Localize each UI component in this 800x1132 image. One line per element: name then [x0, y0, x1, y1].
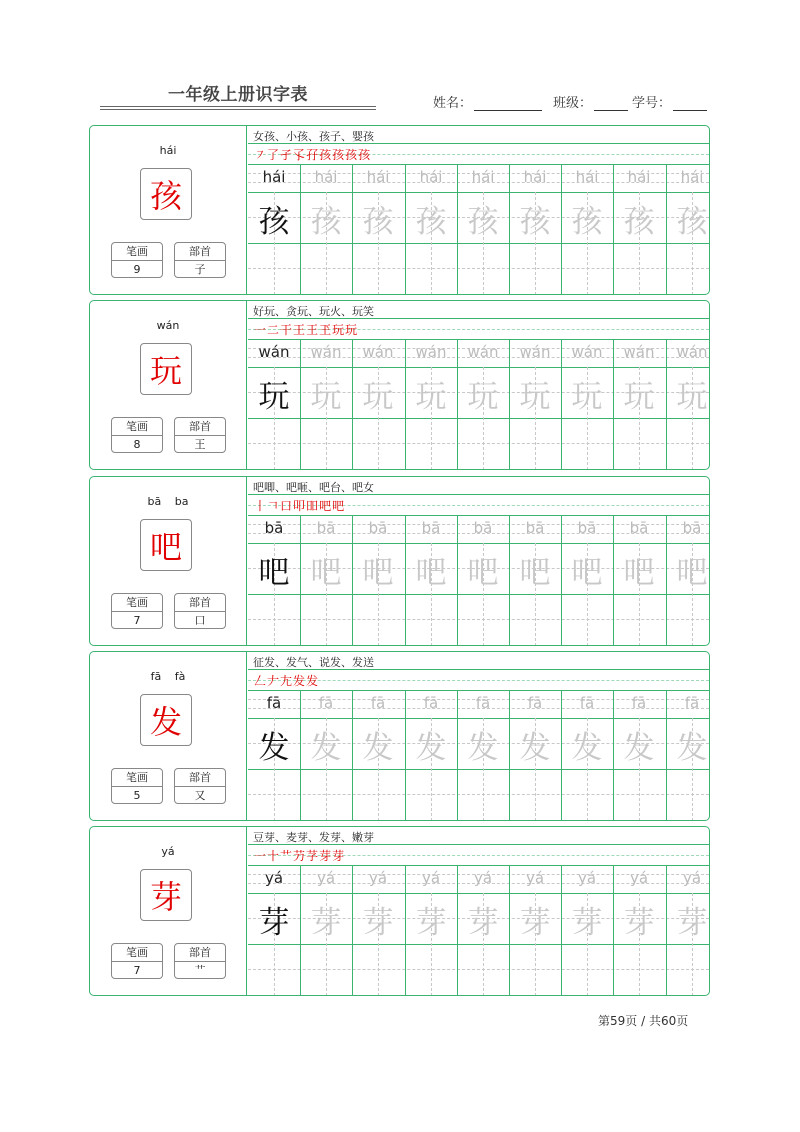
pinyin-trace: fā — [684, 694, 700, 712]
example-words: 女孩、小孩、孩子、婴孩 — [253, 130, 374, 143]
char-card — [89, 826, 710, 996]
stroke-step: 孩 — [345, 148, 359, 162]
character-trace: 玩 — [676, 379, 708, 415]
pinyin-model: yá — [264, 869, 284, 887]
grid-line — [248, 164, 709, 165]
main-character: 玩 — [140, 343, 192, 395]
stroke-step: 二 — [267, 323, 281, 337]
stroke-step: 玊 — [319, 323, 333, 337]
stroke-step: 孩 — [319, 148, 333, 162]
pinyin-trace: bā — [577, 519, 597, 537]
stroke-step: 丨 — [254, 499, 268, 513]
character-model: 玩 — [258, 379, 290, 415]
stroke-step: 一 — [254, 323, 268, 337]
character-trace: 吧 — [467, 555, 499, 591]
character-trace: 吧 — [571, 555, 603, 591]
pinyin-label: bā ba — [147, 495, 189, 508]
stroke-step: 𡯁 — [280, 674, 294, 688]
character-trace: 玩 — [623, 379, 655, 415]
character-trace: 吧 — [676, 555, 708, 591]
pinyin-model: hái — [262, 168, 286, 186]
character-trace: 发 — [519, 730, 551, 766]
character-trace: 芽 — [415, 905, 447, 941]
pinyin-trace: fā — [370, 694, 386, 712]
pinyin-label: yá — [161, 845, 175, 858]
pinyin-trace: wán — [571, 343, 603, 361]
pinyin-trace: yá — [629, 869, 649, 887]
class-field[interactable] — [553, 92, 628, 111]
pinyin-model: bā — [264, 519, 284, 537]
character-trace: 发 — [571, 730, 603, 766]
pinyin-trace: fā — [631, 694, 647, 712]
grid-line — [248, 865, 709, 866]
radical-box — [174, 593, 226, 629]
pinyin-trace: wán — [362, 343, 394, 361]
page-title: 一年级上册识字表 — [168, 85, 308, 105]
card-info-panel — [90, 126, 247, 294]
practice-grid — [248, 827, 709, 995]
main-character: 发 — [140, 694, 192, 746]
character-trace: 孩 — [571, 204, 603, 240]
character-trace: 发 — [676, 730, 708, 766]
pinyin-trace: yá — [316, 869, 336, 887]
char-card — [89, 300, 710, 470]
grid-line — [248, 690, 709, 691]
main-character: 芽 — [140, 869, 192, 921]
stroke-order — [254, 847, 345, 864]
stroke-order — [254, 146, 371, 163]
stroke-step: 孑 — [280, 148, 294, 162]
character-trace: 玩 — [519, 379, 551, 415]
pinyin-label: wán — [156, 319, 180, 332]
pinyin-trace: bā — [629, 519, 649, 537]
example-words: 征发、发气、说发、发送 — [253, 656, 374, 669]
class-label: 班级： — [553, 96, 593, 111]
character-trace: 孩 — [467, 204, 499, 240]
stroke-step: 芀 — [293, 849, 307, 863]
pinyin-trace: fā — [423, 694, 439, 712]
character-trace: 孩 — [310, 204, 342, 240]
radical-label: 部首 — [175, 418, 225, 436]
character-trace: 发 — [415, 730, 447, 766]
name-field[interactable] — [433, 92, 542, 111]
grid-line — [248, 339, 709, 340]
pinyin-trace: yá — [473, 869, 493, 887]
character-trace: 孩 — [519, 204, 551, 240]
practice-grid — [248, 477, 709, 645]
number-line[interactable] — [673, 98, 707, 111]
stroke-count-label: 笔画 — [112, 769, 162, 787]
stroke-step: ㇇ — [254, 148, 268, 162]
character-trace: 玩 — [571, 379, 603, 415]
radical-box — [174, 417, 226, 453]
stroke-step: 孩 — [358, 148, 372, 162]
stroke-count-value: 7 — [133, 964, 141, 977]
radical-value: 口 — [194, 614, 206, 627]
class-line[interactable] — [594, 98, 628, 111]
name-label: 姓名： — [433, 96, 473, 111]
page-number: 第59页 / 共60页 — [598, 1014, 689, 1028]
example-words: 吧唧、吧咂、吧台、吧女 — [253, 481, 374, 494]
pinyin-trace: fā — [527, 694, 543, 712]
practice-grid — [248, 126, 709, 294]
example-words: 好玩、贪玩、玩火、玩笑 — [253, 305, 374, 318]
character-model: 发 — [258, 730, 290, 766]
number-field[interactable] — [632, 92, 707, 111]
character-model: 吧 — [258, 555, 290, 591]
character-trace: 芽 — [310, 905, 342, 941]
stroke-step: 口 — [280, 499, 294, 513]
stroke-step: 芽 — [332, 849, 346, 863]
character-model: 芽 — [258, 905, 290, 941]
pinyin-trace: yá — [421, 869, 441, 887]
grid-line — [248, 669, 709, 670]
pinyin-label: fā fà — [150, 670, 186, 683]
pinyin-trace: hái — [627, 168, 651, 186]
stroke-step: 孩 — [332, 148, 346, 162]
stroke-step: 玩 — [345, 323, 359, 337]
stroke-count-box — [111, 242, 163, 278]
example-words: 豆芽、麦芽、发芽、嫩芽 — [253, 831, 374, 844]
character-trace: 芽 — [676, 905, 708, 941]
pinyin-trace: hái — [366, 168, 390, 186]
title-rule-top — [100, 106, 376, 107]
stroke-count-box — [111, 768, 163, 804]
pinyin-trace: wán — [415, 343, 447, 361]
character-trace: 玩 — [310, 379, 342, 415]
stroke-step: 𠃋 — [254, 674, 268, 688]
pinyin-trace: yá — [577, 869, 597, 887]
pinyin-trace: yá — [525, 869, 545, 887]
character-trace: 玩 — [467, 379, 499, 415]
radical-box — [174, 242, 226, 278]
radical-value: 子 — [194, 263, 206, 276]
pinyin-trace: wán — [623, 343, 655, 361]
stroke-step: 吧 — [332, 499, 346, 513]
radical-label: 部首 — [175, 944, 225, 962]
character-trace: 发 — [467, 730, 499, 766]
character-trace: 芽 — [623, 905, 655, 941]
stroke-count-value: 7 — [133, 614, 141, 627]
character-trace: 发 — [623, 730, 655, 766]
pinyin-trace: hái — [680, 168, 704, 186]
radical-label: 部首 — [175, 769, 225, 787]
stroke-step: 玩 — [332, 323, 346, 337]
radical-value: 王 — [194, 438, 206, 451]
pinyin-label: hái — [159, 144, 177, 157]
pinyin-trace: hái — [523, 168, 547, 186]
number-label: 学号： — [632, 96, 672, 111]
grid-line — [248, 515, 709, 516]
character-trace: 发 — [362, 730, 394, 766]
stroke-count-label: 笔画 — [112, 418, 162, 436]
character-trace: 玩 — [415, 379, 447, 415]
character-trace: 芽 — [571, 905, 603, 941]
pinyin-trace: fā — [475, 694, 491, 712]
stroke-count-value: 9 — [133, 263, 141, 276]
radical-box — [174, 943, 226, 979]
character-trace: 芽 — [519, 905, 551, 941]
pinyin-trace: fā — [318, 694, 334, 712]
pinyin-trace: hái — [419, 168, 443, 186]
radical-box — [174, 768, 226, 804]
char-card — [89, 651, 710, 821]
practice-grid — [248, 301, 709, 469]
pinyin-trace: wán — [519, 343, 551, 361]
stroke-count-box — [111, 593, 163, 629]
stroke-step: 发 — [293, 674, 307, 688]
grid-line — [248, 494, 709, 495]
card-info-panel — [90, 827, 247, 995]
main-character: 吧 — [140, 519, 192, 571]
char-card — [89, 125, 710, 295]
character-trace: 吧 — [415, 555, 447, 591]
character-trace: 吧 — [362, 555, 394, 591]
character-trace: 芽 — [362, 905, 394, 941]
pinyin-trace: wán — [676, 343, 708, 361]
radical-value: 艹 — [194, 964, 206, 977]
stroke-step: 孓 — [293, 148, 307, 162]
pinyin-trace: hái — [314, 168, 338, 186]
stroke-step: 了 — [267, 148, 281, 162]
stroke-step: 吧 — [319, 499, 333, 513]
character-trace: 吧 — [519, 555, 551, 591]
pinyin-trace: bā — [682, 519, 702, 537]
pinyin-trace: bā — [316, 519, 336, 537]
char-card — [89, 476, 710, 646]
title-rule-bottom — [100, 109, 376, 110]
character-trace: 玩 — [362, 379, 394, 415]
pinyin-trace: bā — [368, 519, 388, 537]
practice-grid — [248, 652, 709, 820]
character-trace: 吧 — [310, 555, 342, 591]
card-info-panel — [90, 652, 247, 820]
stroke-order — [254, 321, 358, 338]
stroke-step: 一 — [254, 849, 268, 863]
stroke-step: 芓 — [306, 849, 320, 863]
character-model: 孩 — [258, 204, 290, 240]
pinyin-trace: bā — [421, 519, 441, 537]
stroke-step: 十 — [267, 849, 281, 863]
stroke-order — [254, 497, 345, 514]
pinyin-trace: bā — [525, 519, 545, 537]
character-trace: 孩 — [623, 204, 655, 240]
grid-line — [248, 844, 709, 845]
character-trace: 吧 — [623, 555, 655, 591]
grid-line — [248, 318, 709, 319]
stroke-count-box — [111, 943, 163, 979]
stroke-count-label: 笔画 — [112, 594, 162, 612]
stroke-step: 艹 — [280, 849, 294, 863]
card-info-panel — [90, 477, 247, 645]
stroke-order — [254, 672, 319, 689]
stroke-count-value: 8 — [133, 438, 141, 451]
pinyin-trace: wán — [310, 343, 342, 361]
name-line[interactable] — [474, 98, 542, 111]
grid-line — [248, 143, 709, 144]
stroke-step: 孖 — [306, 148, 320, 162]
stroke-step: 吅 — [306, 499, 320, 513]
stroke-step: 芽 — [319, 849, 333, 863]
stroke-count-label: 笔画 — [112, 243, 162, 261]
radical-value: 又 — [194, 789, 206, 802]
pinyin-trace: hái — [575, 168, 599, 186]
stroke-count-value: 5 — [133, 789, 141, 802]
stroke-step: 𠃍 — [267, 499, 281, 513]
stroke-step: 干 — [280, 323, 294, 337]
stroke-step: 𠂇 — [267, 674, 281, 688]
pinyin-model: wán — [258, 343, 290, 361]
character-trace: 孩 — [415, 204, 447, 240]
stroke-step: 发 — [306, 674, 320, 688]
stroke-step: 王 — [293, 323, 307, 337]
character-trace: 孩 — [362, 204, 394, 240]
pinyin-trace: yá — [368, 869, 388, 887]
pinyin-model: fā — [266, 694, 282, 712]
pinyin-trace: hái — [471, 168, 495, 186]
radical-label: 部首 — [175, 243, 225, 261]
pinyin-trace: wán — [467, 343, 499, 361]
radical-label: 部首 — [175, 594, 225, 612]
main-character: 孩 — [140, 168, 192, 220]
stroke-count-label: 笔画 — [112, 944, 162, 962]
character-trace: 芽 — [467, 905, 499, 941]
stroke-step: 叩 — [293, 499, 307, 513]
character-trace: 发 — [310, 730, 342, 766]
pinyin-trace: fā — [579, 694, 595, 712]
character-trace: 孩 — [676, 204, 708, 240]
stroke-count-box — [111, 417, 163, 453]
card-info-panel — [90, 301, 247, 469]
pinyin-trace: yá — [682, 869, 702, 887]
pinyin-trace: bā — [473, 519, 493, 537]
stroke-step: 王 — [306, 323, 320, 337]
